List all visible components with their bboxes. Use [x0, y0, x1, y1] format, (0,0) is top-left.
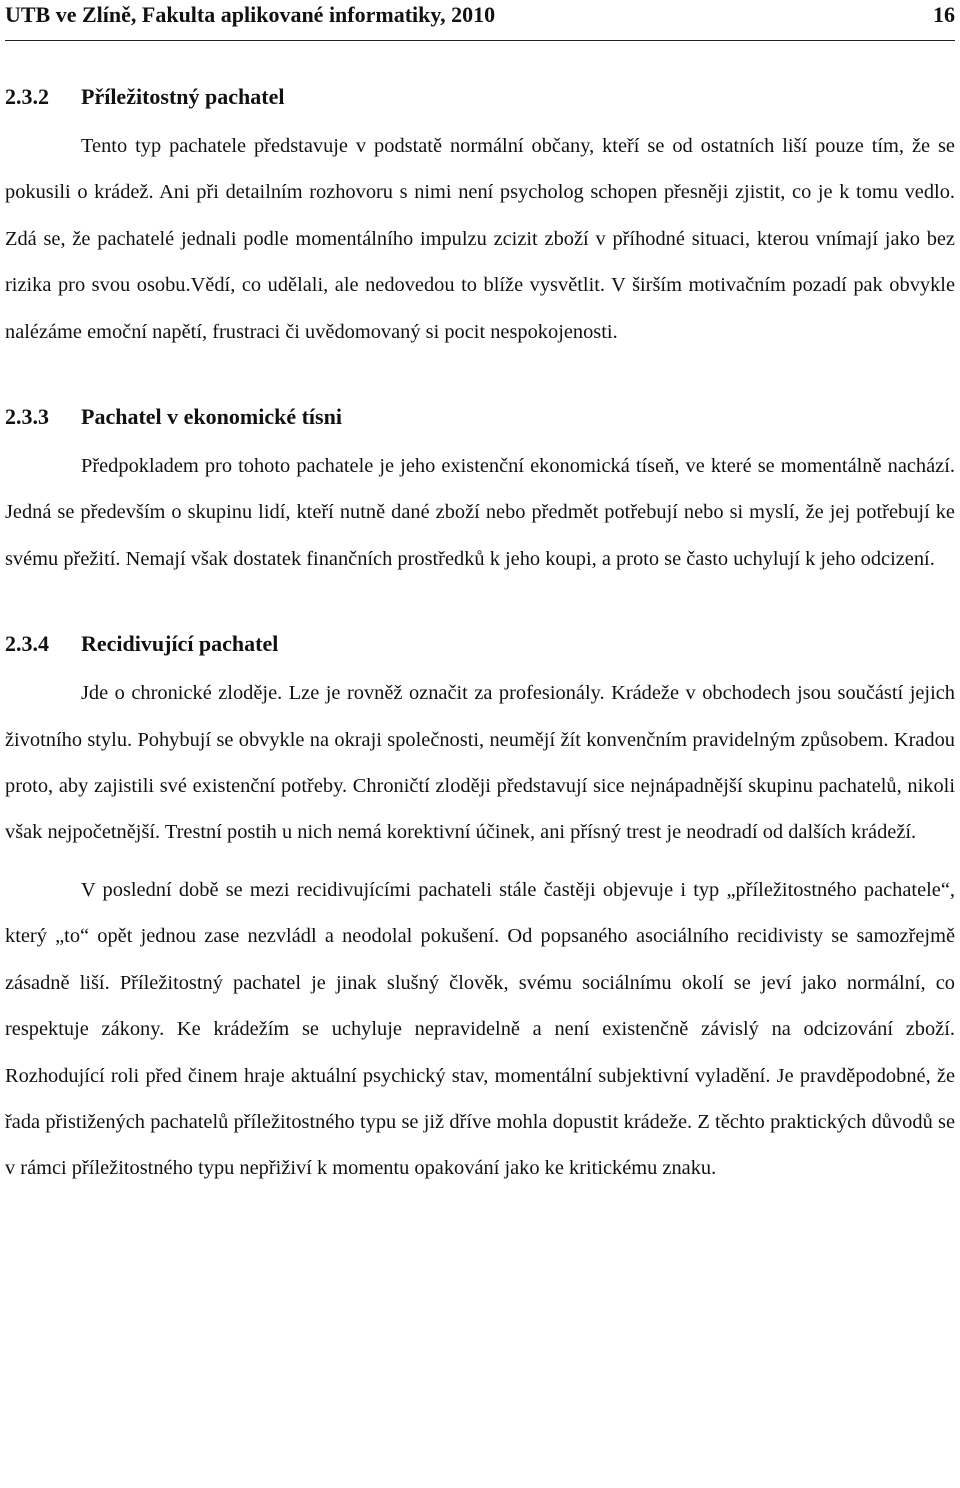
section-number: 2.3.2: [5, 84, 49, 109]
section-number: 2.3.3: [5, 404, 49, 430]
paragraph: Jde o chronické zloděje. Lze je rovněž označit za profesionály. Krádeže v obchodech jsou součástí jejich životního stylu. Pohybují se obvykle na okraji společnosti, neumějí žít konvenčním pravidelným způsobem. Kradou proto, aby zajistili své existenční potřeby. Chroničtí zloději představují sice nejnápadnější skupinu pachatelů, nikoli však nejpočetnější. Trestní postih u nich nemá korektivní účinek, ani přísný trest je neodradí od dalších krádeží.: [5, 682, 955, 844]
paragraph: Předpokladem pro tohoto pachatele je jeho existenční ekonomická tíseň, ve které se momentálně nachází. Jedná se především o skupinu lidí, kteří nutně dané zboží nebo předmět potřebují nebo si myslí, že jej potřebují ke svému přežití. Nemají však dostatek finančních prostředků k jeho koupi, a proto se často uchylují k jeho odcizení.: [5, 455, 955, 570]
section-title: Pachatel v ekonomické tísni: [81, 404, 342, 430]
section-title: Příležitostný pachatel: [81, 84, 285, 109]
paragraph: Tento typ pachatele představuje v podstatě normální občany, kteří se od ostatních liší pouze tím, že se pokusili o krádež. Ani při detailním rozhovoru s nimi není psycholog schopen přesněji zjistit, co je k tomu vedlo. Zdá se, že pachatelé jednali podle momentálního impulzu zcizit zboží v příhodné situaci, kterou vnímají jako bez rizika pro svou osobu.Vědí, co udělali, ale nedovedou to blíže vysvětlit. V širším motivačním pozadí pak obvykle nalézáme emoční napětí, frustraci či uvědomovaný si pocit nespokojenosti.: [5, 135, 955, 343]
section-heading: [5, 82, 955, 112]
page-header: [5, 0, 955, 41]
section-number: 2.3.4: [5, 631, 49, 657]
header-title: UTB ve Zlíně, Fakulta aplikované informatiky, 2010: [5, 2, 496, 27]
paragraph: V poslední době se mezi recidivujícími pachateli stále častěji objevuje i typ „příležitostného pachatele“, který „to“ opět jednou zase nezvládl a neodolal pokušení. Od popsaného asociálního recidivisty se samozřejmě zásadně liší. Příležitostný pachatel je jinak slušný člověk, svému sociálnímu okolí se jeví jako normální, co respektuje zákony. Ke krádežím se uchyluje nepravidelně a není existenčně závislý na odcizování zboží. Rozhodující roli před činem hraje aktuální psychický stav, momentální subjektivní vyladění. Je pravděpodobné, že řada přistižených pachatelů příležitostného typu se již dříve mohla dopustit krádeže. Z těchto praktických důvodů se v rámci příležitostného typu nepřiživí k momentu opakování jako ke kritickému znaku.: [5, 878, 955, 1180]
section-heading: [5, 629, 955, 659]
section-title: Recidivující pachatel: [81, 631, 279, 657]
section-heading: [5, 402, 955, 432]
page-number: 16: [933, 2, 955, 27]
document-page: [5, 0, 955, 1192]
